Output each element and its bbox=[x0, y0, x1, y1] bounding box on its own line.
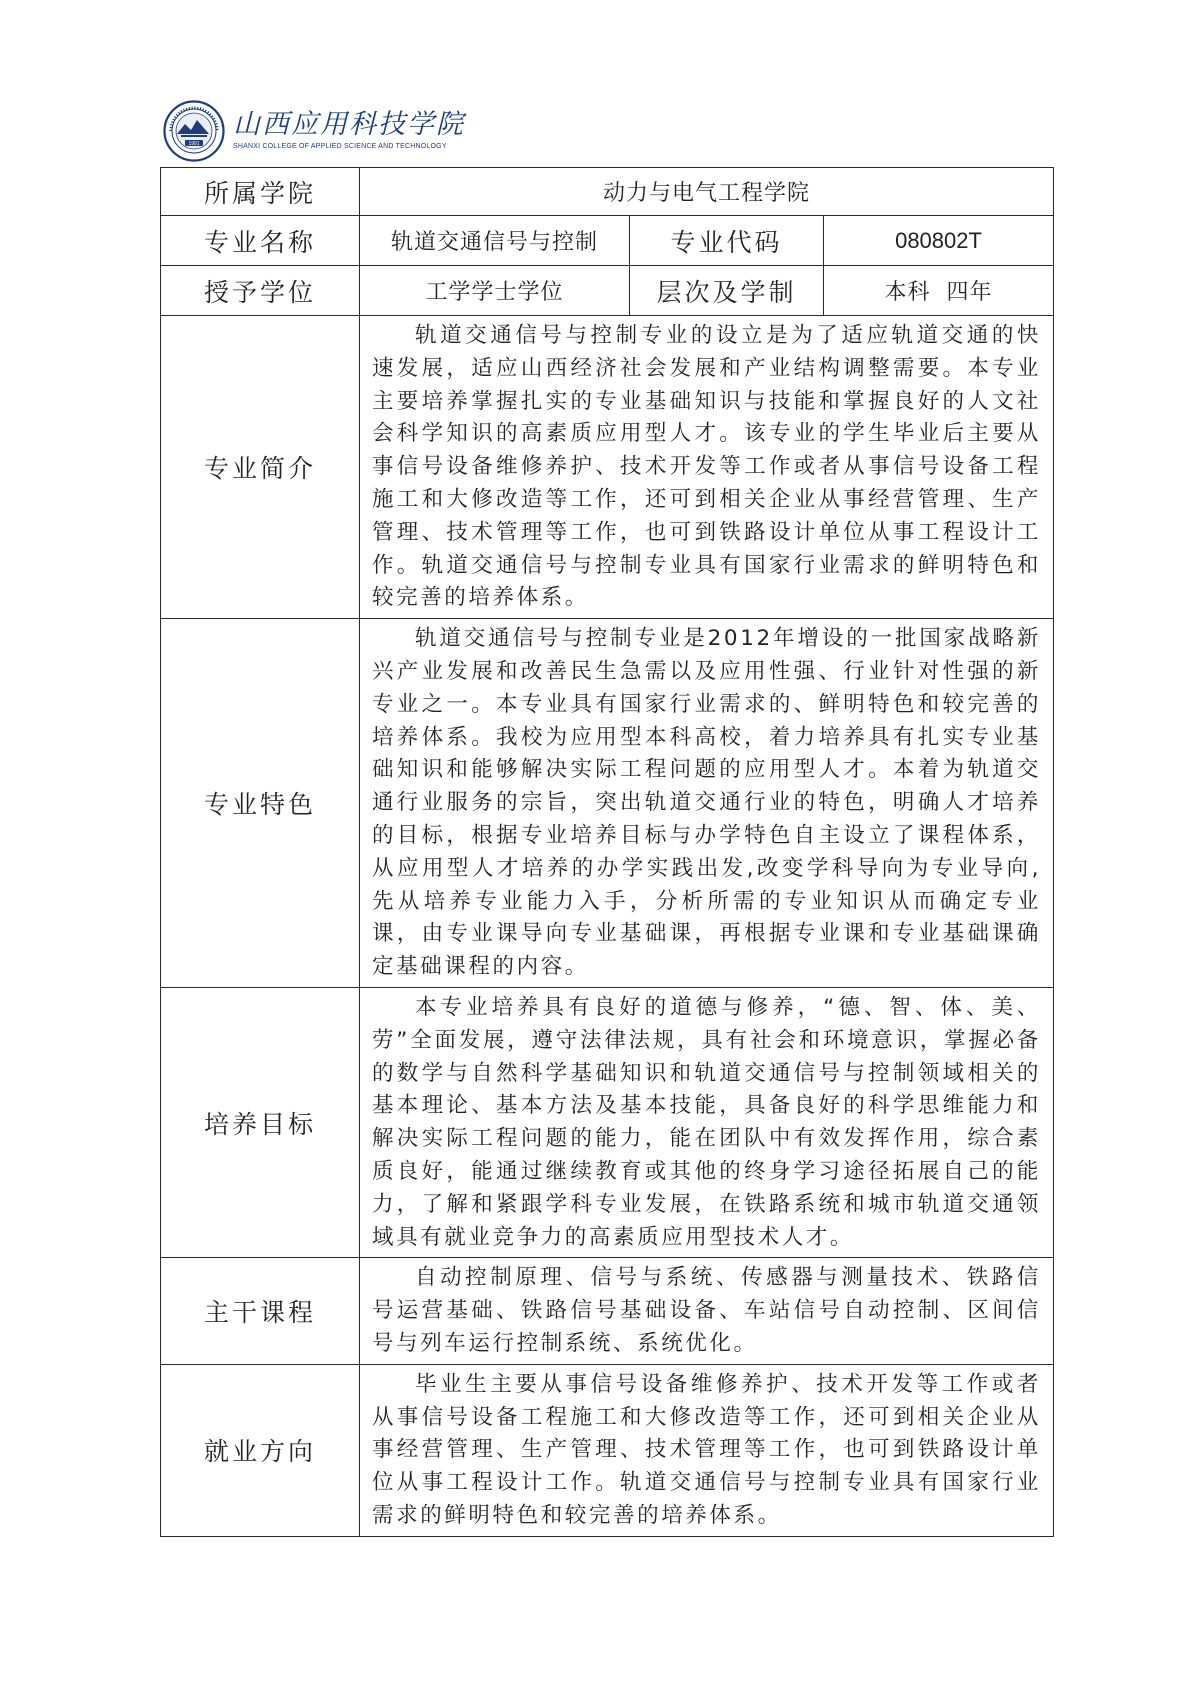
intro-label: 专业简介 bbox=[161, 316, 360, 619]
row-major bbox=[161, 216, 1054, 266]
employment-text: 毕业生主要从事信号设备维修养护、技术开发等工作或者从事信号设备工程施工和大修改造等工作，还可到相关企业从事经营管理、生产管理、技术管理等工作，也可到铁路设计单位从事工程设计工作。轨道交通信号与控制专业具有国家行业需求的鲜明特色和较完善的培养体系。 bbox=[372, 1371, 1042, 1528]
objectives-cell bbox=[360, 987, 1054, 1257]
level-label: 层次及学制 bbox=[630, 266, 824, 316]
objectives-text: 本专业培养具有良好的道德与修养，“德、智、体、美、劳”全面发展，遵守法律法规，具有社会和环境意识，掌握必备的数学与自然科学基础知识和轨道交通信号与控制领域相关的基本理论、基本方法及基本技能，具备良好的科学思维能力和解决实际工程问题的能力，能在团队中有效发挥作用，综合素质良好，能通过继续教育或其他的终身学习途径拓展自己的能力，了解和紧跟学科专业发展，在铁路系统和城市轨道交通领域具有就业竞争力的高素质应用型技术人才。 bbox=[372, 994, 1042, 1250]
school-name-cn: 山西应用科技学院 bbox=[233, 109, 465, 140]
major-code-value: 080802T bbox=[824, 216, 1054, 266]
objectives-label: 培养目标 bbox=[161, 987, 360, 1257]
row-features bbox=[161, 619, 1054, 988]
major-name-value: 轨道交通信号与控制 bbox=[360, 216, 630, 266]
courses-cell bbox=[360, 1258, 1054, 1364]
intro-cell bbox=[360, 316, 1054, 619]
features-text: 轨道交通信号与控制专业是2012年增设的一批国家战略新兴产业发展和改善民生急需以及应用性强、行业针对性强的新专业之一。本专业具有国家行业需求的、鲜明特色和较完善的培养体系。我校为应用型本科高校，着力培养具有扎实专业基础知识和能够解决实际工程问题的应用型人才。本着为轨道交通行业服务的宗旨，突出轨道交通行业的特色，明确人才培养的目标，根据专业培养目标与办学特色自主设立了课程体系，从应用型人才培养的办学实践出发,改变学科导向为专业导向,先从培养专业能力入手，分析所需的专业知识从而确定专业课，由专业课导向专业基础课，再根据专业课和专业基础课确定基础课程的内容。 bbox=[372, 626, 1042, 980]
features-cell bbox=[360, 619, 1054, 988]
major-name-label: 专业名称 bbox=[161, 216, 360, 266]
employment-cell bbox=[360, 1364, 1054, 1536]
seal-year: 1991 bbox=[188, 141, 200, 147]
level-value: 本科 四年 bbox=[824, 266, 1054, 316]
courses-label: 主干课程 bbox=[161, 1258, 360, 1364]
courses-text: 自动控制原理、信号与系统、传感器与测量技术、铁路信号运营基础、铁路信号基础设备、车站信号自动控制、区间信号与列车运行控制系统、系统优化。 bbox=[372, 1265, 1042, 1356]
school-header bbox=[163, 98, 465, 164]
degree-value: 工学学士学位 bbox=[360, 266, 630, 316]
row-college bbox=[161, 168, 1054, 216]
row-courses bbox=[161, 1258, 1054, 1364]
row-degree bbox=[161, 266, 1054, 316]
major-info-table bbox=[160, 167, 1054, 1537]
degree-label: 授予学位 bbox=[161, 266, 360, 316]
row-employment bbox=[161, 1364, 1054, 1536]
row-intro bbox=[161, 316, 1054, 619]
college-value: 动力与电气工程学院 bbox=[360, 168, 1054, 216]
college-label: 所属学院 bbox=[161, 168, 360, 216]
features-label: 专业特色 bbox=[161, 619, 360, 988]
row-objectives bbox=[161, 987, 1054, 1257]
major-code-label: 专业代码 bbox=[630, 216, 824, 266]
intro-text: 轨道交通信号与控制专业的设立是为了适应轨道交通的快速发展，适应山西经济社会发展和产业结构调整需要。本专业主要培养掌握扎实的专业基础知识与技能和掌握良好的人文社会科学知识的高素质应用型人才。该专业的学生毕业后主要从事信号设备维修养护、技术开发等工作或者从事信号设备工程施工和大修改造等工作，还可到相关企业从事经营管理、生产管理、技术管理等工作，也可到铁路设计单位从事工程设计工作。轨道交通信号与控制专业具有国家行业需求的鲜明特色和较完善的培养体系。 bbox=[372, 323, 1042, 611]
school-name bbox=[233, 110, 465, 152]
school-name-en: SHANXI COLLEGE OF APPLIED SCIENCE AND TECHNOLOGY bbox=[233, 143, 447, 150]
employment-label: 就业方向 bbox=[161, 1364, 360, 1536]
school-seal-logo bbox=[163, 100, 225, 162]
